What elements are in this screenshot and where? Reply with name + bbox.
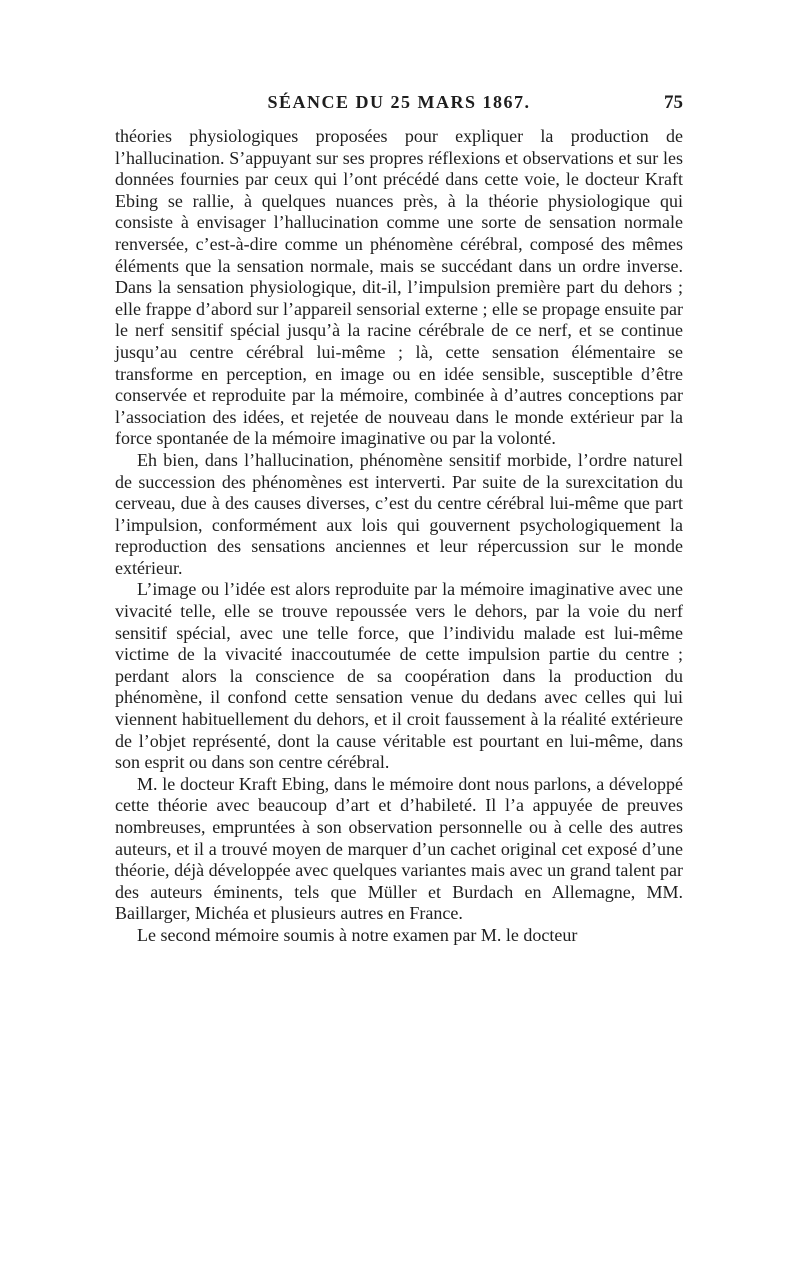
page-number: 75	[664, 92, 683, 113]
paragraph: M. le docteur Kraft Ebing, dans le mémoire dont nous parlons, a développé cette théorie avec beaucoup d’art et d’habileté. Il l’a appuyée de preuves nombreuses, empruntées à son observation personnelle ou à celle des autres auteurs, et il a trouvé moyen de marquer d’un cachet original cet exposé d’une théorie, déjà développée avec quelques variantes mais avec un grand talent par des auteurs éminents, tels que Müller et Burdach en Allemagne, MM. Baillarger, Michéa et plusieurs autres en France.	[115, 773, 683, 924]
body-text	[115, 126, 683, 947]
running-head	[115, 92, 683, 116]
paragraph: L’image ou l’idée est alors reproduite par la mémoire imaginative avec une vivacité telle, elle se trouve repoussée vers le dehors, par la voie du nerf sensitif spécial, avec une telle force, que l’individu malade est lui-même victime de la vivacité inaccoutumée de cette impulsion partie du centre ; perdant alors la conscience de sa coopération dans la production du phénomène, il confond cette sensation venue du dedans avec celles qui lui viennent habituellement du dehors, et il croit faussement à la réalité extérieure de l’objet représenté, dont la cause véritable est pourtant en lui-même, dans son esprit ou dans son centre cérébral.	[115, 579, 683, 773]
running-title: SÉANCE DU 25 MARS 1867.	[267, 92, 531, 112]
paragraph: Eh bien, dans l’hallucination, phénomène sensitif morbide, l’ordre naturel de succession des phénomènes est interverti. Par suite de la surexcitation du cerveau, due à des causes diverses, c’est du centre cérébral lui-même que part l’impulsion, conformément aux lois qui gouvernent psychologiquement la reproduction des sensations anciennes et leur répercussion sur le monde extérieur.	[115, 449, 683, 578]
paragraph: théories physiologiques proposées pour expliquer la production de l’hallucination. S’appuyant sur ses propres réflexions et observations et sur les données fournies par ceux qui l’ont précédé dans cette voie, le docteur Kraft Ebing se rallie, à quelques nuances près, à la théorie physiologique qui consiste à envisager l’hallucination comme une sorte de sensation normale renversée, c’est-à-dire comme un phénomène cérébral, composé des mêmes éléments que la sensation normale, mais se succédant dans un ordre inverse. Dans la sensation physiologique, dit-il, l’impulsion première part du dehors ; elle frappe d’abord sur l’appareil sensorial externe ; elle se propage ensuite par le nerf sensitif spécial jusqu’à la racine cérébrale de ce nerf, et se continue jusqu’au centre cérébral lui-même ; là, cette sensation élémentaire se transforme en perception, en image ou en idée sensible, susceptible d’être conservée et reproduite par la mémoire, combinée à d’autres conceptions par l’association des idées, et rejetée de nouveau dans le monde extérieur par la force spontanée de la mémoire imaginative ou par la volonté.	[115, 126, 683, 449]
paragraph: Le second mémoire soumis à notre examen par M. le docteur	[137, 924, 578, 945]
